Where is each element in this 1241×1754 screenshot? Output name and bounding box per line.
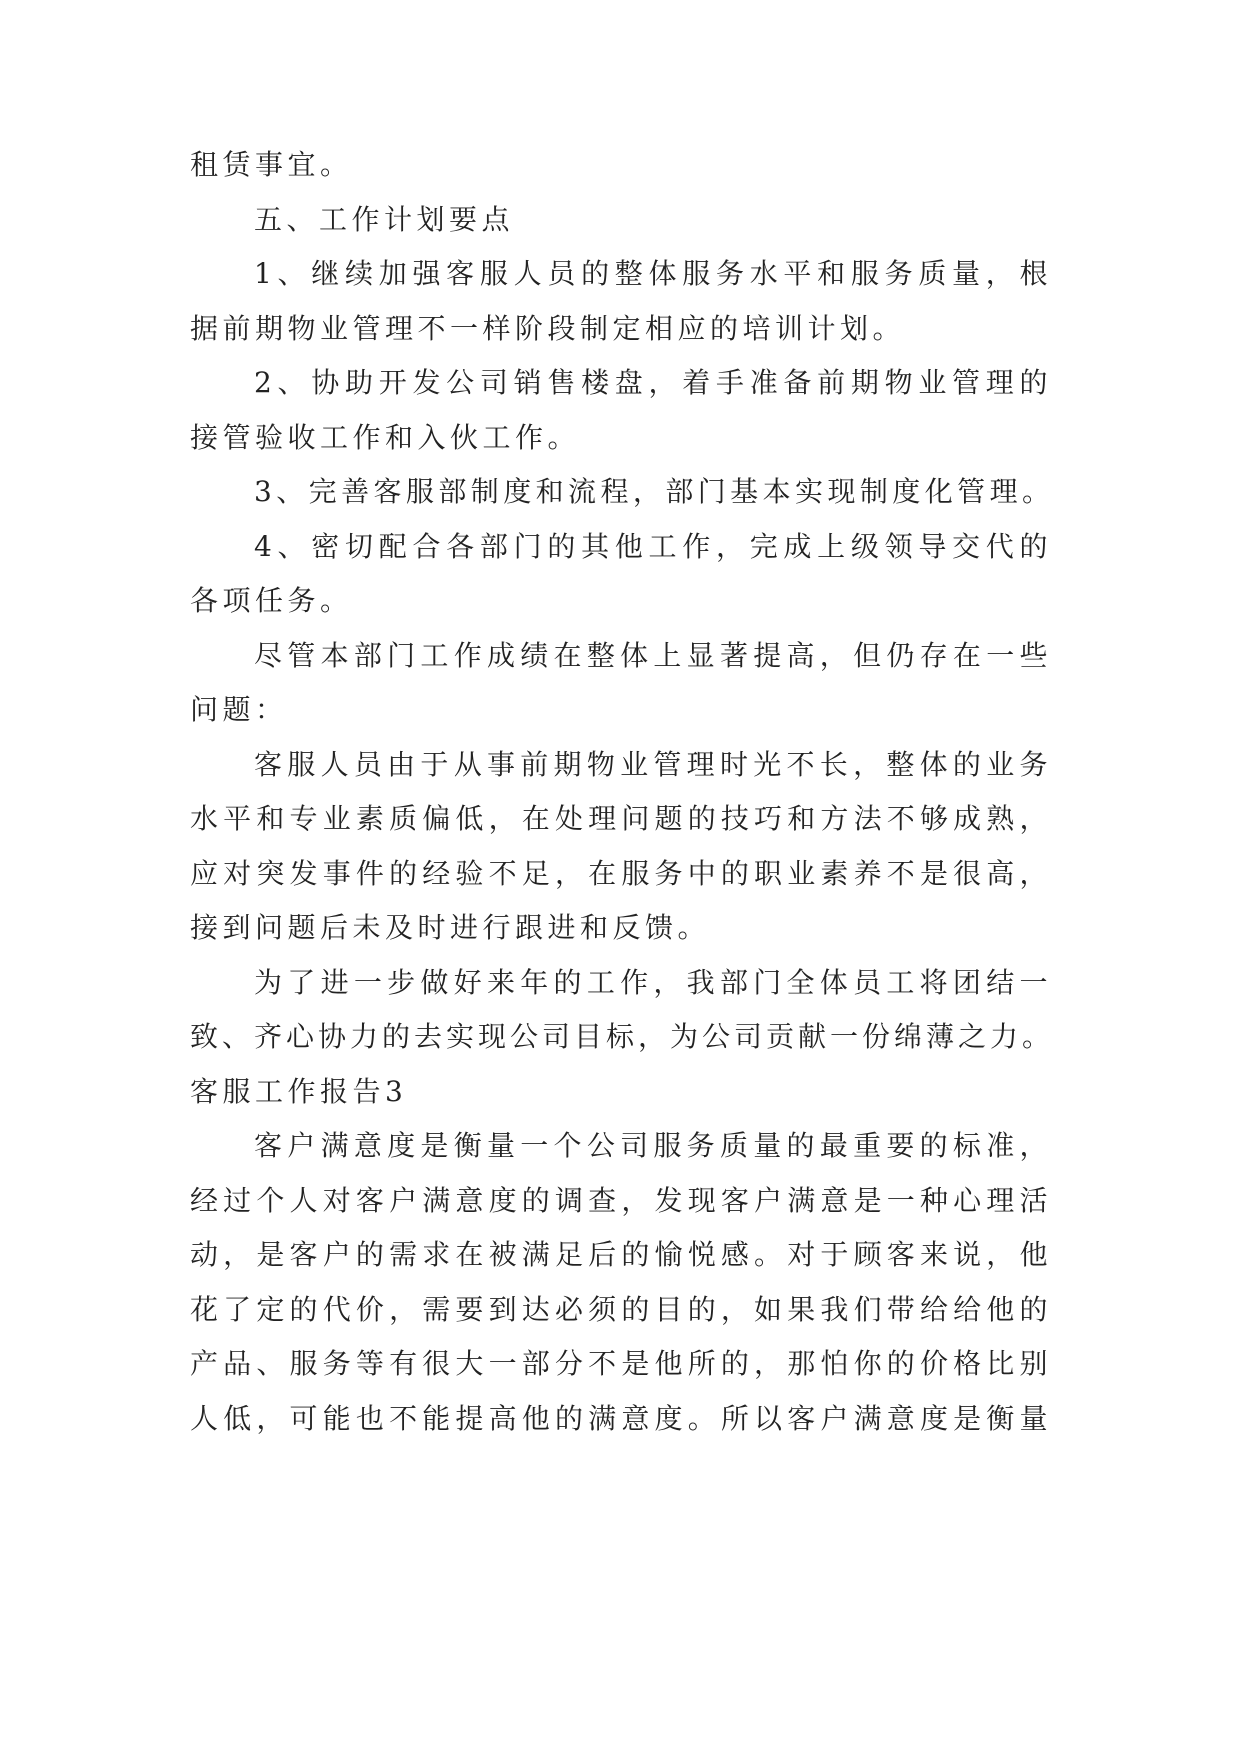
- paragraph-line: 问题：: [190, 693, 288, 726]
- paragraph-conclusion: [190, 956, 1052, 1065]
- paragraph-line: 应对突发事件的经验不足，在服务中的职业素养不是很高，: [190, 856, 1052, 890]
- section-heading: 客服工作报告3: [190, 1074, 408, 1108]
- paragraph-line: 接管验收工作和入伙工作。: [190, 420, 581, 454]
- paragraph-problems-intro: [190, 629, 1052, 738]
- paragraph-line: 花了定的代价，需要到达必须的目的，如果我们带给给他的: [190, 1292, 1052, 1326]
- paragraph-line: 水平和专业素质偏低，在处理问题的技巧和方法不够成熟，: [190, 802, 1052, 835]
- document-body: [190, 138, 1052, 1446]
- paragraph-line: 4、密切配合各部门的其他工作，完成上级领导交代的: [254, 529, 1052, 563]
- paragraph-line: 动，是客户的需求在被满足后的愉悦感。对于顾客来说，他: [190, 1238, 1052, 1271]
- list-item-3: [190, 465, 1052, 520]
- paragraph-continuation: [190, 138, 1052, 193]
- paragraph-line: 租赁事宜。: [190, 148, 353, 181]
- paragraph-line: 尽管本部门工作成绩在整体上显著提高，但仍存在一些: [254, 638, 1052, 672]
- paragraph-line: 据前期物业管理不一样阶段制定相应的培训计划。: [190, 311, 906, 345]
- paragraph-line: 各项任务。: [190, 584, 353, 617]
- paragraph-line: 3、完善客服部制度和流程，部门基本实现制度化管理。: [254, 475, 1052, 508]
- section-heading-report-3: [190, 1065, 1052, 1120]
- section-heading-work-plan: [190, 193, 1052, 248]
- paragraph-line: 为了进一步做好来年的工作，我部门全体员工将团结一: [254, 965, 1052, 999]
- paragraph-customer-satisfaction: [190, 1119, 1052, 1446]
- paragraph-line: 产品、服务等有很大一部分不是他所的，那怕你的价格比别: [190, 1347, 1052, 1380]
- paragraph-line: 客户满意度是衡量一个公司服务质量的最重要的标准，: [254, 1129, 1052, 1162]
- paragraph-line: 客服人员由于从事前期物业管理时光不长，整体的业务: [254, 747, 1052, 781]
- paragraph-line: 人低，可能也不能提高他的满意度。所以客户满意度是衡量: [190, 1401, 1052, 1435]
- paragraph-line: 1、继续加强客服人员的整体服务水平和服务质量，根: [254, 257, 1052, 290]
- paragraph-line: 经过个人对客户满意度的调查，发现客户满意是一种心理活: [190, 1183, 1052, 1217]
- list-item-1: [190, 247, 1052, 356]
- list-item-4: [190, 520, 1052, 629]
- paragraph-line: 致、齐心协力的去实现公司目标，为公司贡献一份绵薄之力。: [190, 1020, 1052, 1053]
- paragraph-line: 接到问题后未及时进行跟进和反馈。: [190, 911, 711, 944]
- paragraph-problems: [190, 738, 1052, 956]
- paragraph-line: 2、协助开发公司销售楼盘，着手准备前期物业管理的: [254, 366, 1052, 399]
- section-heading: 五、工作计划要点: [254, 202, 515, 236]
- list-item-2: [190, 356, 1052, 465]
